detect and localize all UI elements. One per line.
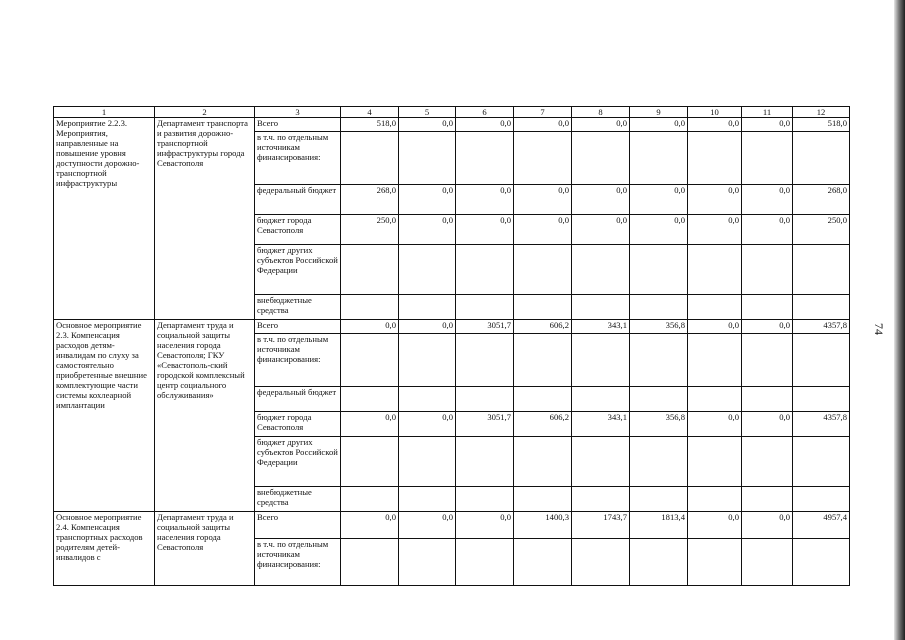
value-cell <box>399 437 456 487</box>
value-cell <box>456 437 514 487</box>
value-cell: 0,0 <box>341 412 399 437</box>
value-cell <box>793 132 850 185</box>
value-cell: 0,0 <box>399 215 456 245</box>
table-row <box>54 512 850 539</box>
value-cell: 0,0 <box>514 185 572 215</box>
value-cell <box>630 132 688 185</box>
table-row <box>54 118 850 132</box>
value-cell <box>341 437 399 487</box>
funding-source-cell: бюджет других субъектов Российской Федерации <box>255 245 341 295</box>
value-cell <box>630 295 688 320</box>
header-cell: 3 <box>255 107 341 118</box>
value-cell <box>688 245 742 295</box>
value-cell: 0,0 <box>456 215 514 245</box>
executor-cell: Департамент труда и социальной защиты населения города Севастополя; ГКУ «Севастополь-ский городской комплексный центр социального обслуживания» <box>155 320 255 512</box>
value-cell: 0,0 <box>572 118 630 132</box>
value-cell <box>688 334 742 387</box>
value-cell: 356,8 <box>630 412 688 437</box>
value-cell: 0,0 <box>742 320 793 334</box>
header-cell: 9 <box>630 107 688 118</box>
value-cell <box>572 295 630 320</box>
page-number: 74 <box>872 323 886 335</box>
value-cell <box>399 132 456 185</box>
funding-source-cell: федеральный бюджет <box>255 185 341 215</box>
value-cell: 0,0 <box>341 320 399 334</box>
value-cell: 343,1 <box>572 412 630 437</box>
value-cell: 0,0 <box>742 215 793 245</box>
value-cell <box>742 487 793 512</box>
header-cell: 2 <box>155 107 255 118</box>
value-cell: 0,0 <box>630 215 688 245</box>
value-cell: 0,0 <box>688 512 742 539</box>
value-cell: 0,0 <box>688 412 742 437</box>
value-cell <box>341 245 399 295</box>
value-cell: 518,0 <box>341 118 399 132</box>
value-cell <box>514 334 572 387</box>
value-cell: 356,8 <box>630 320 688 334</box>
value-cell: 0,0 <box>514 118 572 132</box>
value-cell <box>456 132 514 185</box>
value-cell: 0,0 <box>742 185 793 215</box>
activity-cell: Основное мероприятие 2.3. Компенсация расходов детям-инвалидам по слуху за самостоятельно приобретенные внешние комплектующие части системы кохлеарной имплантации <box>54 320 155 512</box>
funding-source-cell: бюджет города Севастополя <box>255 412 341 437</box>
value-cell <box>456 295 514 320</box>
activity-cell: Мероприятие 2.2.3. Мероприятия, направленные на повышение уровня доступности дорожно-транспортной инфраструктуры <box>54 118 155 320</box>
funding-source-cell: бюджет города Севастополя <box>255 215 341 245</box>
value-cell <box>793 539 850 586</box>
value-cell <box>514 437 572 487</box>
value-cell: 0,0 <box>742 512 793 539</box>
budget-table <box>53 106 850 586</box>
value-cell <box>742 387 793 412</box>
value-cell <box>341 387 399 412</box>
value-cell: 0,0 <box>399 185 456 215</box>
value-cell <box>688 487 742 512</box>
value-cell <box>742 334 793 387</box>
value-cell <box>399 295 456 320</box>
value-cell <box>399 334 456 387</box>
value-cell: 268,0 <box>341 185 399 215</box>
value-cell: 0,0 <box>742 412 793 437</box>
value-cell: 4357,8 <box>793 412 850 437</box>
value-cell <box>514 245 572 295</box>
funding-source-cell: внебюджетные средства <box>255 487 341 512</box>
scan-edge <box>894 0 905 640</box>
value-cell <box>399 245 456 295</box>
table-row <box>54 320 850 334</box>
header-cell: 6 <box>456 107 514 118</box>
value-cell: 0,0 <box>456 185 514 215</box>
value-cell <box>688 295 742 320</box>
value-cell: 4957,4 <box>793 512 850 539</box>
value-cell: 343,1 <box>572 320 630 334</box>
value-cell <box>742 437 793 487</box>
value-cell: 0,0 <box>399 512 456 539</box>
funding-source-cell: бюджет других субъектов Российской Федерации <box>255 437 341 487</box>
value-cell: 1813,4 <box>630 512 688 539</box>
value-cell <box>793 245 850 295</box>
value-cell: 0,0 <box>688 320 742 334</box>
value-cell: 4357,8 <box>793 320 850 334</box>
value-cell <box>630 437 688 487</box>
value-cell: 0,0 <box>341 512 399 539</box>
value-cell: 1743,7 <box>572 512 630 539</box>
value-cell <box>456 387 514 412</box>
value-cell <box>742 132 793 185</box>
header-cell: 8 <box>572 107 630 118</box>
value-cell: 0,0 <box>630 118 688 132</box>
value-cell <box>456 487 514 512</box>
value-cell: 0,0 <box>688 185 742 215</box>
value-cell: 0,0 <box>399 118 456 132</box>
value-cell <box>688 387 742 412</box>
value-cell: 0,0 <box>742 118 793 132</box>
value-cell <box>572 334 630 387</box>
value-cell <box>630 334 688 387</box>
header-row <box>54 107 850 118</box>
value-cell <box>572 132 630 185</box>
value-cell <box>742 245 793 295</box>
value-cell <box>572 437 630 487</box>
value-cell <box>341 487 399 512</box>
header-cell: 12 <box>793 107 850 118</box>
value-cell <box>630 245 688 295</box>
header-cell: 7 <box>514 107 572 118</box>
value-cell <box>514 539 572 586</box>
value-cell <box>688 132 742 185</box>
value-cell <box>742 295 793 320</box>
value-cell <box>688 539 742 586</box>
value-cell <box>630 387 688 412</box>
value-cell: 518,0 <box>793 118 850 132</box>
funding-source-cell: в т.ч. по отдельным источникам финансирования: <box>255 132 341 185</box>
value-cell <box>399 487 456 512</box>
value-cell <box>456 539 514 586</box>
header-cell: 4 <box>341 107 399 118</box>
funding-source-cell: Всего <box>255 512 341 539</box>
value-cell: 0,0 <box>630 185 688 215</box>
executor-cell: Департамент транспорта и развития дорожно-транспортной инфраструктуры города Севастополя <box>155 118 255 320</box>
value-cell <box>456 245 514 295</box>
value-cell <box>688 437 742 487</box>
funding-source-cell: в т.ч. по отдельным источникам финансирования: <box>255 539 341 586</box>
funding-source-cell: Всего <box>255 320 341 334</box>
value-cell: 606,2 <box>514 320 572 334</box>
activity-cell: Основное мероприятие 2.4. Компенсация транспортных расходов родителям детей-инвалидов с <box>54 512 155 586</box>
value-cell <box>399 387 456 412</box>
value-cell <box>793 487 850 512</box>
value-cell <box>793 295 850 320</box>
value-cell <box>793 437 850 487</box>
value-cell <box>793 334 850 387</box>
value-cell: 0,0 <box>456 118 514 132</box>
value-cell <box>742 539 793 586</box>
value-cell <box>572 387 630 412</box>
value-cell: 0,0 <box>399 412 456 437</box>
value-cell: 250,0 <box>341 215 399 245</box>
value-cell <box>514 487 572 512</box>
value-cell: 0,0 <box>572 185 630 215</box>
value-cell <box>341 132 399 185</box>
value-cell: 0,0 <box>456 512 514 539</box>
value-cell <box>514 295 572 320</box>
value-cell: 0,0 <box>688 215 742 245</box>
funding-source-cell: федеральный бюджет <box>255 387 341 412</box>
executor-cell: Департамент труда и социальной защиты населения города Севастополя <box>155 512 255 586</box>
value-cell <box>514 387 572 412</box>
value-cell: 3051,7 <box>456 412 514 437</box>
value-cell: 1400,3 <box>514 512 572 539</box>
value-cell <box>572 539 630 586</box>
value-cell <box>514 132 572 185</box>
value-cell: 3051,7 <box>456 320 514 334</box>
value-cell: 0,0 <box>572 215 630 245</box>
value-cell: 0,0 <box>514 215 572 245</box>
value-cell: 268,0 <box>793 185 850 215</box>
value-cell: 0,0 <box>399 320 456 334</box>
value-cell: 250,0 <box>793 215 850 245</box>
header-cell: 11 <box>742 107 793 118</box>
value-cell <box>341 334 399 387</box>
funding-source-cell: в т.ч. по отдельным источникам финансирования: <box>255 334 341 387</box>
value-cell <box>630 487 688 512</box>
value-cell <box>341 295 399 320</box>
funding-source-cell: Всего <box>255 118 341 132</box>
value-cell: 606,2 <box>514 412 572 437</box>
value-cell <box>572 245 630 295</box>
funding-source-cell: внебюджетные средства <box>255 295 341 320</box>
value-cell <box>572 487 630 512</box>
value-cell <box>456 334 514 387</box>
header-cell: 10 <box>688 107 742 118</box>
value-cell <box>341 539 399 586</box>
value-cell <box>399 539 456 586</box>
header-cell: 1 <box>54 107 155 118</box>
value-cell <box>793 387 850 412</box>
value-cell <box>630 539 688 586</box>
header-cell: 5 <box>399 107 456 118</box>
value-cell: 0,0 <box>688 118 742 132</box>
